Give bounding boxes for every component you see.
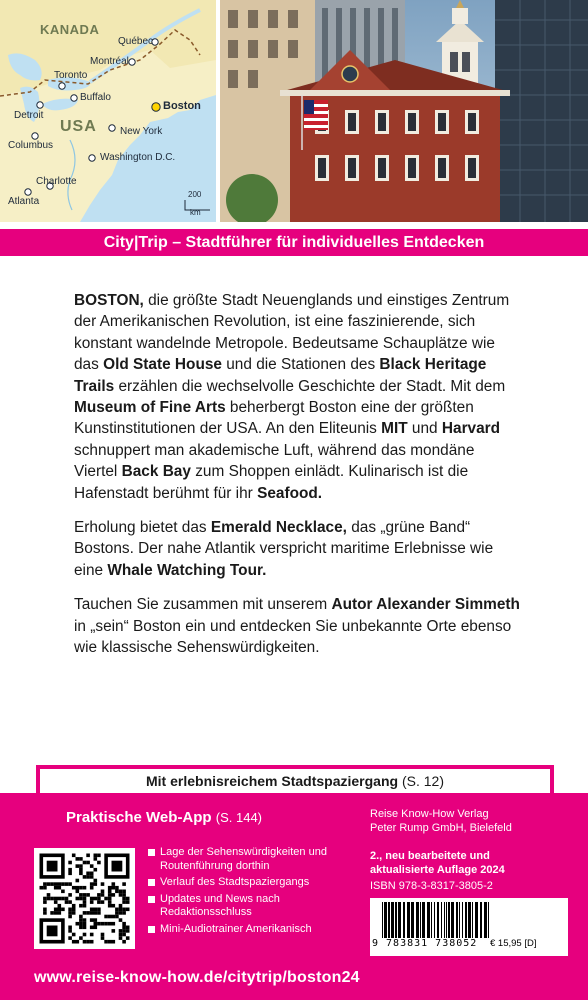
map-city-new-york: New York	[120, 126, 163, 137]
highlight-term: Old State House	[103, 356, 222, 374]
map-city-quebec: Québec	[118, 36, 154, 47]
paragraph-author	[74, 594, 522, 658]
description-text	[74, 290, 522, 672]
text-run: schnuppert man akademische Luft, während das mondäne Viertel	[74, 441, 475, 481]
edition-line-1: 2., neu bearbeitete und	[370, 850, 490, 862]
qr-code-icon[interactable]	[34, 848, 135, 949]
city-walk-page: (S. 12)	[401, 773, 444, 789]
map-city-detroit: Detroit	[14, 110, 44, 121]
highlight-term: Seafood.	[257, 484, 323, 502]
highlight-term: Autor Alexander Simmeth	[331, 596, 520, 614]
price-text: € 15,95 [D]	[490, 938, 537, 949]
text-run: und die Stationen des	[221, 356, 380, 374]
barcode-digits: 9 783831 738052	[372, 938, 478, 949]
text-run: und	[407, 420, 442, 438]
map-scale-value: 200	[188, 190, 202, 199]
series-banner: City|Trip – Stadtführer für individuelles Entdecken	[0, 229, 588, 256]
text-run: in „sein“ Boston ein und entdecken Sie unbekannte Orte ebenso wie klassische Sehenswürdigkeiten.	[74, 617, 512, 657]
text-run: die größte Stadt Neuenglands und einstiges Zentrum der Amerikanischen Revolution, ist eine faszinierende, sich konstant wandelnde Metropole. Bedeutsame Schauplätze wie das	[74, 292, 510, 374]
photo-graphic	[220, 0, 588, 222]
city-walk-box	[36, 765, 554, 793]
feature-item: Updates und News nach Redaktionsschluss	[148, 893, 288, 920]
text-run: das „grüne Band“ Bostons. Der nahe Atlantik verspricht maritime Erlebnisse wie eine	[74, 519, 494, 579]
text-run: erzählen die wechselvolle Geschichte der Stadt. Mit dem	[114, 377, 506, 395]
webapp-page: (S. 144)	[215, 810, 263, 825]
highlight-term: Harvard	[441, 420, 501, 438]
map-city-buffalo: Buffalo	[80, 92, 111, 103]
paragraph-intro	[74, 290, 522, 504]
publisher-company: Peter Rump GmbH, Bielefeld	[370, 822, 512, 834]
old-state-house-photo	[220, 0, 588, 222]
cover-images	[0, 0, 588, 222]
highlight-term: Black Heritage Trails	[74, 356, 487, 395]
highlight-term: Whale Watching Tour.	[107, 561, 267, 579]
text-run: Erholung bietet das	[74, 519, 211, 537]
map-country-usa: USA	[60, 118, 97, 135]
map-city-toronto: Toronto	[54, 70, 88, 81]
text-run: zum Shoppen einlädt. Kulinarisch ist die Hafenstadt berühmt für ihr	[74, 463, 469, 502]
paragraph-recreation	[74, 517, 522, 581]
qr-code-graphic	[34, 848, 135, 949]
publisher-info	[370, 807, 512, 835]
text-run: beherbergt Boston eine der größten Kunstinstitutionen der USA. An den Eliteunis	[74, 399, 474, 438]
map-city-washington: Washington D.C.	[100, 152, 176, 163]
feature-item: Mini-Audiotrainer Amerikanisch	[148, 923, 353, 937]
location-map	[0, 0, 216, 222]
edition-info	[370, 849, 505, 877]
webapp-feature-list	[148, 846, 353, 939]
edition-line-2: aktualisierte Auflage 2024	[370, 864, 505, 876]
map-city-atlanta: Atlanta	[8, 196, 40, 207]
website-link[interactable]: www.reise-know-how.de/citytrip/boston24	[34, 969, 360, 986]
highlight-term: MIT	[381, 420, 408, 438]
highlight-term: Museum of Fine Arts	[74, 399, 226, 417]
map-city-montreal: Montréal	[90, 56, 129, 67]
feature-item: Verlauf des Stadtspaziergangs	[148, 876, 353, 890]
highlight-term: Emerald Necklace,	[210, 519, 347, 537]
feature-item: Lage der Sehenswürdigkeiten und Routenführung dorthin	[148, 846, 353, 873]
map-city-columbus: Columbus	[8, 140, 54, 151]
isbn-text: ISBN 978-3-8317-3805-2	[370, 880, 493, 892]
webapp-heading	[66, 809, 262, 826]
map-city-charlotte: Charlotte	[36, 176, 77, 187]
footer-panel	[0, 793, 588, 1000]
city-walk-label: Mit erlebnisreichem Stadtspaziergang	[146, 773, 399, 789]
map-scale-unit: km	[190, 208, 201, 217]
publisher-name: Reise Know-How Verlag	[370, 808, 489, 820]
map-country-canada: KANADA	[40, 22, 100, 37]
highlight-term: BOSTON,	[74, 292, 144, 309]
map-city-boston: Boston	[163, 100, 201, 112]
webapp-title: Praktische Web-App	[66, 809, 212, 826]
highlight-term: Back Bay	[121, 463, 191, 481]
text-run: Tauchen Sie zusammen mit unserem	[74, 596, 332, 614]
